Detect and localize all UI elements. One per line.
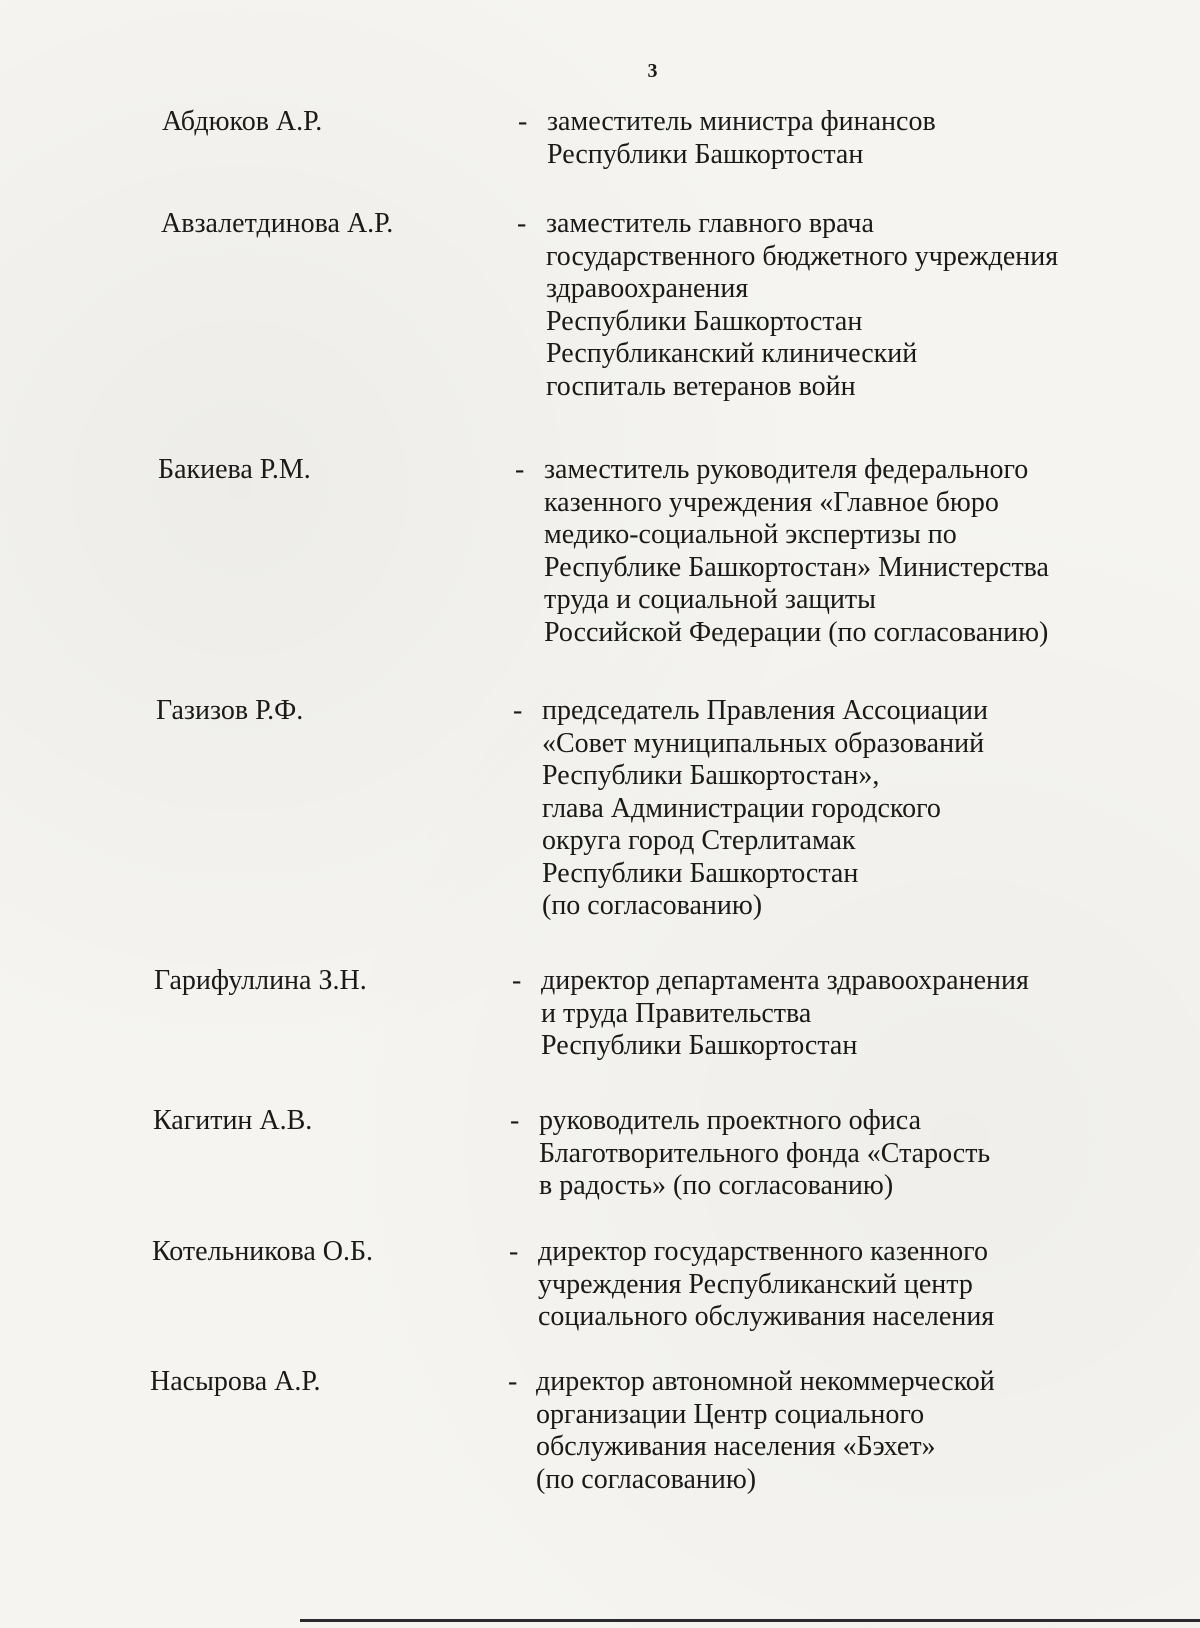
role-line: (по согласованию)	[536, 1463, 757, 1495]
role-line: Республики Башкортостан»,	[542, 760, 880, 791]
person-name: Абдюков А.Р.	[162, 106, 323, 137]
role-line: Республике Башкортостан» Министерства	[544, 551, 1049, 583]
dash: -	[512, 965, 522, 996]
role-line: Республики Башкортостан	[541, 1030, 858, 1061]
person-name: Насырова А.Р.	[150, 1366, 321, 1397]
role-line: труда и социальной защиты	[544, 584, 876, 615]
person-name: Котельникова О.Б.	[152, 1236, 374, 1267]
person-role	[539, 1105, 1099, 1203]
role-line: обслуживания населения «Бэхет»	[536, 1431, 936, 1462]
role-line: глава Администрации городского	[542, 792, 941, 824]
role-line: директор автономной некоммерческой	[536, 1366, 995, 1397]
role-line: заместитель главного врача	[546, 208, 874, 239]
role-line: организации Центр социального	[536, 1398, 925, 1430]
role-line: директор государственного казенного	[538, 1236, 988, 1267]
scan-edge-line	[300, 1619, 1200, 1622]
role-line: Республики Башкортостан	[546, 305, 863, 337]
role-line: казенного учреждения «Главное бюро	[544, 486, 999, 518]
person-name: Газизов Р.Ф.	[156, 695, 304, 726]
role-line: здравоохранения	[546, 273, 749, 304]
role-line: и труда Правительства	[541, 997, 812, 1029]
dash: -	[517, 208, 527, 239]
person-role	[542, 695, 1102, 923]
role-line: заместитель министра финансов	[547, 106, 936, 137]
role-line: в радость» (по согласованию)	[539, 1170, 894, 1201]
role-line: округа город Стерлитамак	[542, 825, 856, 856]
page-number: 3	[647, 60, 658, 82]
role-line: председатель Правления Ассоциации	[542, 695, 988, 726]
person-role	[544, 454, 1104, 649]
person-role	[536, 1366, 1096, 1496]
role-line: госпиталь ветеранов войн	[546, 370, 856, 402]
role-line: «Совет муниципальных образований	[542, 727, 985, 759]
person-name: Гарифуллина З.Н.	[154, 965, 367, 996]
role-line: медико-социальной экспертизы по	[544, 519, 957, 550]
dash: -	[509, 1236, 519, 1267]
person-name: Авзалетдинова А.Р.	[161, 208, 394, 239]
person-role	[538, 1236, 1098, 1334]
person-role	[547, 106, 1107, 171]
role-line: Республики Башкортостан	[542, 857, 859, 889]
role-line: Республиканский клинический	[546, 338, 918, 369]
role-line: учреждения Республиканский центр	[538, 1268, 973, 1300]
person-role	[546, 208, 1106, 403]
dash: -	[510, 1105, 520, 1136]
role-line: заместитель руководителя федерального	[544, 454, 1029, 485]
role-line: директор департамента здравоохранения	[541, 965, 1029, 996]
role-line: (по согласованию)	[542, 890, 763, 921]
dash: -	[508, 1366, 518, 1397]
person-name: Бакиева Р.М.	[158, 454, 311, 485]
dash: -	[518, 106, 528, 137]
role-line: государственного бюджетного учреждения	[546, 240, 1059, 272]
person-name: Кагитин А.В.	[153, 1105, 313, 1136]
dash: -	[515, 454, 525, 485]
role-line: руководитель проектного офиса	[539, 1105, 921, 1136]
role-line: Республики Башкортостан	[547, 138, 864, 170]
role-line: социального обслуживания населения	[538, 1301, 995, 1332]
person-role	[541, 965, 1101, 1063]
dash: -	[513, 695, 523, 726]
role-line: Благотворительного фонда «Старость	[539, 1137, 991, 1169]
role-line: Российской Федерации (по согласованию)	[544, 616, 1049, 648]
